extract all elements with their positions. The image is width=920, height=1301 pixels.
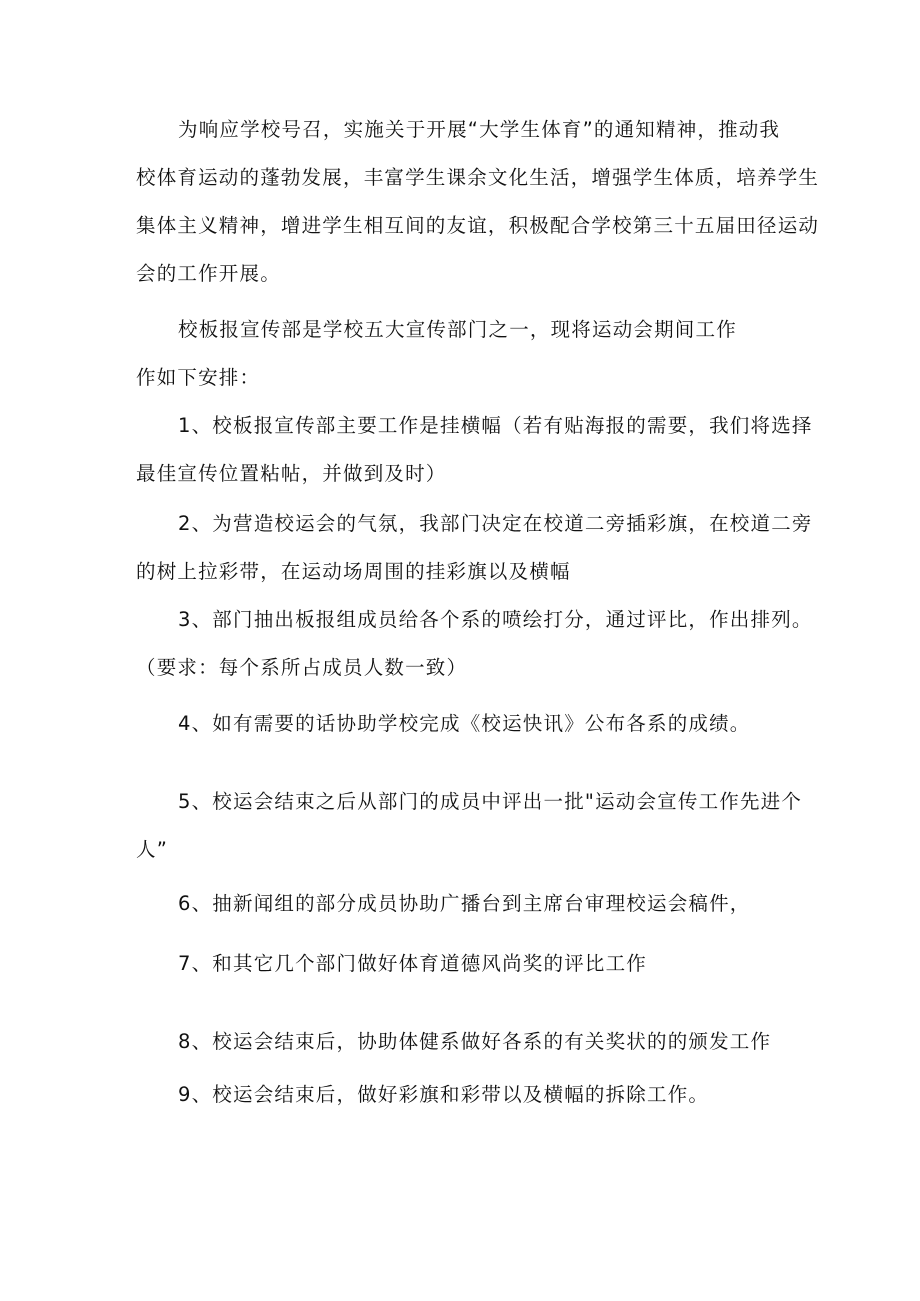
department-paragraph-line-2: 作如下安排： [136, 366, 261, 389]
list-item-3-line-2: （要求：每个系所占成员人数一致） [136, 656, 468, 679]
list-item-2-line-2: 的树上拉彩带，在运动场周围的挂彩旗以及横幅 [136, 560, 571, 583]
list-item-3-line-1: 3、部门抽出板报组成员给各个系的喷绘打分，通过评比，作出排列。 [178, 608, 813, 631]
list-item-7: 7、和其它几个部门做好体育道德风尚奖的评比工作 [178, 952, 648, 975]
intro-paragraph-line-2: 校体育运动的蓬勃发展，丰富学生课余文化生活，增强学生体质，培养学生 [136, 166, 820, 189]
list-item-5-line-1: 5、校运会结束之后从部门的成员中评出一批"运动会宣传工作先进个 [178, 790, 803, 813]
list-item-5-line-2: 人” [136, 838, 169, 861]
list-item-2-line-1: 2、为营造校运会的气氛，我部门决定在校道二旁插彩旗，在校道二旁 [178, 512, 813, 535]
list-item-8: 8、校运会结束后，协助体健系做好各系的有关奖状的的颁发工作 [178, 1030, 772, 1053]
intro-paragraph-line-4: 会的工作开展。 [136, 262, 281, 285]
list-item-6: 6、抽新闻组的部分成员协助广播台到主席台审理校运会稿件， [178, 892, 751, 915]
list-item-9: 9、校运会结束后，做好彩旗和彩带以及横幅的拆除工作。 [178, 1083, 710, 1106]
intro-paragraph-line-3: 集体主义精神，增进学生相互间的友谊，积极配合学校第三十五届田径运动 [136, 214, 820, 237]
list-item-1-line-1: 1、校板报宣传部主要工作是挂横幅（若有贴海报的需要，我们将选择 [178, 414, 813, 437]
list-item-1-line-2: 最佳宣传位置粘帖，并做到及时） [136, 462, 447, 485]
list-item-4: 4、如有需要的话协助学校完成《校运快讯》公布各系的成绩。 [178, 712, 751, 735]
department-paragraph-line-1: 校板报宣传部是学校五大宣传部门之一，现将运动会期间工作 [178, 318, 737, 341]
intro-paragraph-line-1: 为响应学校号召，实施关于开展“大学生体育”的通知精神，推动我 [178, 118, 781, 141]
